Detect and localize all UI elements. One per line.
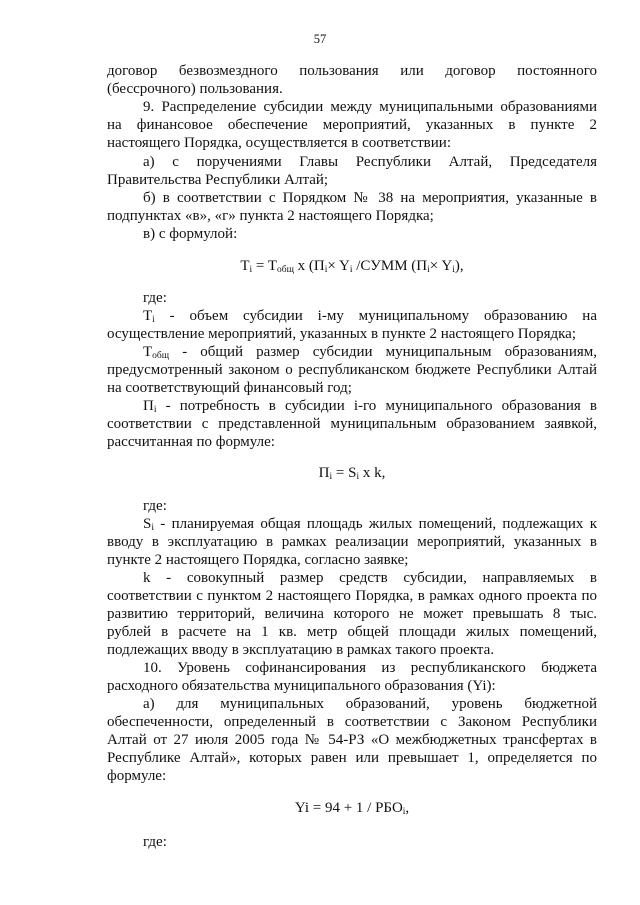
formula-subscript: i [402, 807, 406, 817]
formula-subscript: общ [277, 265, 294, 275]
text-line: настоящего Порядка, осуществляется в соответствии: [107, 135, 451, 151]
symbol-subscript: общ [152, 351, 170, 361]
text-line: рассчитанная по формуле: [107, 434, 275, 450]
formula-part: T [240, 258, 250, 274]
symbol-subscript: i [151, 523, 154, 533]
definition-total [143, 343, 597, 361]
formula-part: /СУММ (П [352, 258, 428, 274]
formula-part: х k, [359, 465, 386, 481]
formula-part: Yi = 94 + 1 / РБО [294, 800, 403, 816]
text-line: расходного обязательства муниципального образования (Yi): [107, 678, 496, 694]
formula-subscript: i [427, 265, 430, 275]
text-line: соответствии с пунктом 2 настоящего Порядка, в рамках одного проекта по [107, 588, 597, 604]
list-item-v: в) с формулой: [143, 226, 238, 242]
definition-text: - планируемая общая площадь жилых помещений, подлежащих к [153, 516, 597, 532]
formula-part: П [318, 465, 330, 481]
text-line: развитию территорий, величина которого не может превышать 8 тыс. [107, 606, 597, 622]
symbol-subscript: i [152, 315, 155, 325]
definition-text: - общий размер субсидии муниципальным образованиям, [169, 344, 597, 360]
text-line: обеспеченности, определенный в соответствии с Законом Республики [107, 714, 597, 730]
text-line: осуществление мероприятий, указанных в пункте 2 настоящего Порядка; [107, 326, 577, 342]
text-line: на соответствующий финансовый год; [107, 380, 352, 396]
list-item-b: б) в соответствии с Порядком № 38 на мероприятия, указанные в [143, 190, 597, 206]
text-line: на финансовое обеспечение мероприятий, указанных в пункте 2 [107, 117, 597, 133]
symbol: S [143, 516, 152, 532]
paragraph-9-start: 9. Распределение субсидии между муниципальными образованиями [143, 99, 597, 115]
where-label: где: [143, 498, 167, 514]
symbol: П [143, 398, 154, 414]
text-line: Республике Алтай», которых равен или превышает 1, определяется по [107, 750, 597, 766]
formula-subscript: i [356, 472, 360, 482]
definition-text: - объем субсидии i-му муниципальному образованию на [154, 308, 597, 324]
formula-part: = S [332, 465, 357, 481]
formula-subscript: i [329, 472, 333, 482]
text-line: (бессрочного) пользования. [107, 81, 283, 97]
text-line: вводу в эксплуатацию в рамках реализации мероприятий, указанных в [107, 534, 597, 550]
formula-subscript: i [324, 265, 328, 275]
text-line: формуле: [107, 768, 167, 784]
text-line: договор безвозмездного пользования или договор постоянного [107, 63, 597, 79]
symbol: T [143, 344, 153, 360]
text-line: подпунктах «в», «г» пункта 2 настоящего Порядка; [107, 208, 434, 224]
formula-subscript: i [349, 265, 353, 275]
formula-cofinancing [107, 799, 597, 817]
text-line: пункте 2 настоящего Порядка, согласно заявке; [107, 552, 409, 568]
text-line: соответствии с представленной муниципальным образованием заявкой, [107, 416, 597, 432]
text-line: предусмотренный законом о республиканском бюджете Республики Алтай [107, 362, 597, 378]
formula-part: = T [252, 258, 277, 274]
formula-part: × Y [327, 258, 350, 274]
symbol-subscript: i [153, 405, 157, 415]
list-item-10a: а) для муниципальных образований, уровень бюджетной [143, 696, 597, 712]
formula-part: × Y [429, 258, 453, 274]
definition-pi [143, 397, 597, 415]
definition-si [143, 515, 597, 533]
formula-part: х (П [293, 258, 325, 274]
symbol: T [143, 308, 153, 324]
where-label: где: [143, 290, 167, 306]
formula-part: , [405, 800, 410, 816]
definition-text: - потребность в субсидии i-го муниципального образования в [156, 398, 597, 414]
formula-subsidy [107, 257, 597, 275]
where-label: где: [143, 834, 167, 850]
text-line: Правительства Республики Алтай; [107, 172, 329, 188]
formula-subscript: i [452, 265, 455, 275]
list-item-a: а) с поручениями Главы Республики Алтай, Председателя [143, 154, 597, 170]
paragraph-10-start: 10. Уровень софинансирования из республиканского бюджета [143, 660, 597, 676]
page-number: 57 [313, 32, 327, 46]
definition-ti [143, 307, 597, 325]
text-line: рублей в расчете на 1 кв. метр общей площади жилых помещений, [107, 624, 597, 640]
formula-subscript: i [249, 265, 253, 275]
definition-k: k - совокупный размер средств субсидии, направляемых в [143, 570, 597, 586]
text-line: Алтай от 27 июля 2005 года № 54-РЗ «О межбюджетных трансфертах в [107, 732, 597, 748]
formula-part: ), [454, 258, 464, 274]
formula-need [107, 464, 597, 482]
text-line: подлежащих вводу в эксплуатацию в рамках такого проекта. [107, 642, 495, 658]
